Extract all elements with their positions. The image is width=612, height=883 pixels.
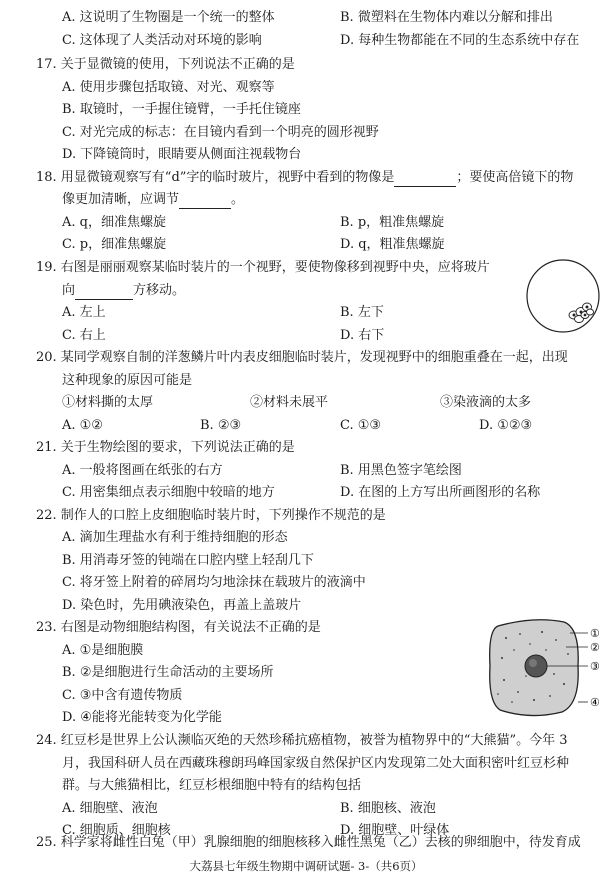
field-of-view-circle	[527, 260, 599, 332]
q22-stem: 22. 制作人的口腔上皮细胞临时装片时，下列操作不规范的是	[36, 508, 386, 523]
q20-item-3: ③染液滴的太多	[440, 395, 532, 410]
q18-stem-text-2: ；要使高倍镜下的物	[456, 170, 574, 185]
q18-answer-blank-2[interactable]	[179, 194, 231, 209]
q18-option-a: A. q，细准焦螺旋	[62, 215, 166, 230]
q21-option-c: C. 用密集细点表示细胞中较暗的地方	[62, 485, 275, 500]
q24-option-c: C. 细胞质、细胞核	[62, 823, 171, 838]
q19-option-c: C. 右上	[62, 328, 106, 343]
q17-option-b: B. 取镜时，一手握住镜臂，一手托住镜座	[62, 102, 301, 117]
q21-option-a: A. 一般将图画在纸张的右方	[62, 463, 223, 478]
q20-option-c: C. ①③	[340, 418, 382, 433]
q16-option-d: D. 每种生物都能在不同的生态系统中存在	[340, 33, 580, 48]
page-footer: 大荔县七年级生物期中调研试题- 3-（共6页）	[189, 859, 423, 873]
cell-label-1: ①	[590, 627, 600, 640]
q20-option-a: A. ①②	[62, 418, 103, 433]
q20-item-1: ①材料撕的太厚	[62, 395, 154, 410]
q23-animal-cell-figure	[484, 614, 604, 720]
q19-stem-text-2: 方移动。	[133, 283, 186, 298]
cell-nucleus	[525, 655, 547, 677]
q20-option-d: D. ①②③	[479, 418, 533, 433]
cell-label-3: ③	[590, 660, 600, 673]
q18-answer-blank-1[interactable]	[394, 172, 456, 187]
q23-stem: 23. 右图是动物细胞结构图，有关说法不正确的是	[36, 620, 321, 635]
q18-stem-text-4: 。	[231, 192, 245, 207]
q17-option-c: C. 对光完成的标志：在目镜内看到一个明亮的圆形视野	[62, 125, 379, 140]
q19-option-b: B. 左下	[340, 305, 384, 320]
q20-stem-line2: 这种现象的原因可能是	[62, 373, 193, 388]
nucleus-highlight	[529, 659, 537, 667]
cell-label-4: ④	[590, 696, 600, 709]
q24-option-b: B. 细胞核、液泡	[340, 801, 436, 816]
q19-option-d: D. 右下	[340, 328, 385, 343]
q24-stem-line2: 月，我国科研人员在西藏珠穆朗玛峰国家级自然保护区内发现第二处大面积密叶红豆杉种	[62, 756, 570, 771]
q20-option-b: B. ②③	[200, 418, 242, 433]
q18-option-d: D. q，粗准焦螺旋	[340, 237, 445, 252]
q25-stem-line1: 25. 科学家将雌性白兔（甲）乳腺细胞的细胞核移入雌性黑兔（乙）去核的卵细胞中，待发育成	[36, 835, 581, 850]
q16-option-c: C. 这体现了人类活动对环境的影响	[62, 33, 262, 48]
q22-option-a: A. 滴加生理盐水有利于维持细胞的形态	[62, 530, 288, 545]
q24-stem-line3: 群。与大熊猫相比，红豆杉根细胞中特有的结构包括	[62, 778, 362, 793]
q19-answer-blank[interactable]	[75, 285, 133, 300]
q24-option-d: D. 细胞壁、叶绿体	[340, 823, 450, 838]
q21-option-b: B. 用黑色签字笔绘图	[340, 463, 462, 478]
q23-option-a: A. ①是细胞膜	[62, 643, 144, 658]
q16-option-a: A. 这说明了生物圈是一个统一的整体	[62, 10, 275, 25]
q20-stem-line1: 20. 某同学观察自制的洋葱鳞片叶内表皮细胞临时装片，发现视野中的细胞重叠在一起，出现	[36, 350, 568, 365]
q24-option-a: A. 细胞壁、液泡	[62, 801, 158, 816]
q18-stem-text-3: 像更加清晰，应调节	[62, 192, 180, 207]
q17-option-d: D. 下降镜筒时，眼睛要从侧面注视载物台	[62, 147, 302, 162]
q22-option-d: D. 染色时，先用碘液染色，再盖上盖玻片	[62, 598, 302, 613]
q18-option-c: C. p，细准焦螺旋	[62, 237, 167, 252]
q18-stem-line2	[62, 191, 244, 209]
q23-option-b: B. ②是细胞进行生命活动的主要场所	[62, 665, 274, 680]
q18-stem-text-1: 18. 用显微镜观察写有“d”字的临时玻片，视野中看到的物像是	[36, 170, 395, 185]
q22-option-c: C. 将牙签上附着的碎屑均匀地涂抹在载玻片的液滴中	[62, 575, 366, 590]
q22-option-b: B. 用消毒牙签的钝端在口腔内壁上轻刮几下	[62, 553, 314, 568]
q18-option-b: B. p，粗准焦螺旋	[340, 215, 445, 230]
q19-stem-text-1: 向	[62, 283, 76, 298]
q19-field-of-view-figure	[524, 257, 602, 335]
q19-stem-line1: 19. 右图是丽丽观察某临时装片的一个视野，要使物像移到视野中央，应将玻片	[36, 260, 490, 275]
q19-stem-line2	[62, 282, 185, 300]
q23-option-d: D. ④能将光能转变为化学能	[62, 710, 222, 725]
q24-stem-line1: 24. 红豆杉是世界上公认濒临灭绝的天然珍稀抗癌植物，被誉为植物界中的“大熊猫”。今年 3	[36, 733, 568, 748]
q20-item-2: ②材料未展平	[250, 395, 329, 410]
q17-stem: 17. 关于显微镜的使用，下列说法不正确的是	[36, 57, 295, 72]
q23-option-c: C. ③中含有遗传物质	[62, 688, 183, 703]
q18-stem-line1	[36, 169, 573, 187]
q21-stem: 21. 关于生物绘图的要求，下列说法正确的是	[36, 440, 295, 455]
cell-label-2: ②	[590, 641, 600, 654]
q21-option-d: D. 在图的上方写出所画图形的名称	[340, 485, 541, 500]
q17-option-a: A. 使用步骤包括取镜、对光、观察等	[62, 80, 275, 95]
q19-option-a: A. 左上	[62, 305, 106, 320]
q16-option-b: B. 微塑料在生物体内难以分解和排出	[340, 10, 553, 25]
